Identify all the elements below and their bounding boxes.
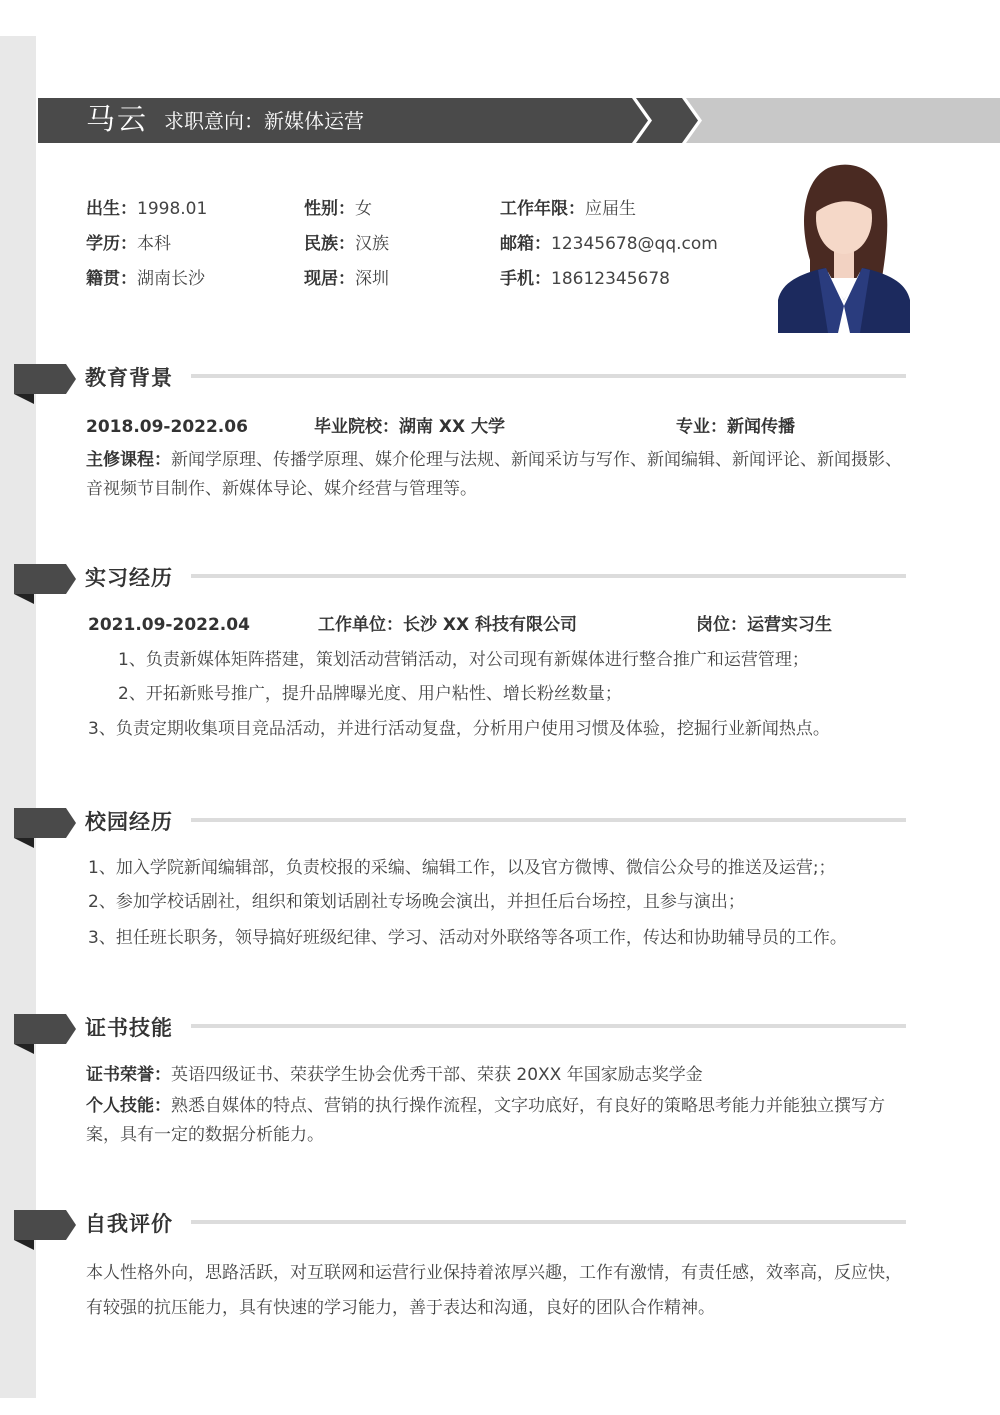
edu-major: 专业：新闻传播 — [676, 417, 795, 437]
section-rule — [191, 574, 906, 578]
edu-courses: 主修课程：新闻学原理、传播学原理、媒介伦理与法规、新闻采访与写作、新闻编辑、新闻评论、新闻摄影、音视频节目制作、新媒体导论、媒介经营与管理等。 — [86, 450, 902, 499]
edu-period: 2018.09-2022.06 — [86, 417, 248, 437]
section-header-education — [14, 358, 906, 404]
section-title: 教育背景 — [85, 366, 173, 390]
section-title: 校园经历 — [85, 810, 173, 834]
section-title: 实习经历 — [85, 566, 173, 590]
section-header-campus — [14, 802, 906, 848]
section-title: 自我评价 — [85, 1212, 173, 1236]
list-item: 3、负责定期收集项目竞品活动，并进行活动复盘，分析用户使用习惯及体验，挖掘行业新闻热点。 — [88, 719, 830, 739]
job-intent: 求职意向：新媒体运营 — [164, 109, 364, 133]
avatar — [778, 160, 910, 333]
list-item: 1、加入学院新闻编辑部，负责校报的采编、编辑工作，以及官方微博、微信公众号的推送及运营;； — [88, 858, 836, 878]
section-tab-icon — [14, 802, 76, 848]
list-item: 3、担任班长职务，领导搞好班级纪律、学习、活动对外联络等各项工作，传达和协助辅导员的工作。 — [88, 928, 847, 948]
info-education: 学历：本科 — [86, 234, 171, 254]
info-gender: 性别：女 — [304, 199, 372, 219]
left-decor-bar — [0, 36, 36, 1398]
info-ethnicity: 民族：汉族 — [304, 234, 389, 254]
section-tab-icon — [14, 558, 76, 604]
intern-position: 岗位：运营实习生 — [696, 615, 832, 635]
section-header-skills — [14, 1008, 906, 1054]
skills-certificates: 证书荣誉：英语四级证书、荣获学生协会优秀干部、荣获 20XX 年国家励志奖学金 — [86, 1065, 703, 1085]
section-title: 证书技能 — [85, 1016, 173, 1040]
info-phone: 手机：18612345678 — [500, 269, 670, 289]
info-birth: 出生：1998.01 — [86, 199, 208, 219]
info-years: 工作年限：应届生 — [500, 199, 636, 219]
list-item: 2、参加学校话剧社，组织和策划话剧社专场晚会演出，并担任后台场控，且参与演出； — [88, 892, 745, 912]
section-rule — [191, 818, 906, 822]
section-header-internship — [14, 558, 906, 604]
section-rule — [191, 1024, 906, 1028]
intern-period: 2021.09-2022.04 — [88, 615, 250, 635]
header-banner — [38, 98, 1000, 143]
list-item: 2、开拓新账号推广，提升品牌曝光度、用户粘性、增长粉丝数量； — [118, 684, 622, 704]
edu-school: 毕业院校：湖南 XX 大学 — [314, 417, 506, 437]
skills-personal: 个人技能：熟悉自媒体的特点、营销的执行操作流程，文字功底好，有良好的策略思考能力并能独立撰写方案，具有一定的数据分析能力。 — [86, 1096, 885, 1145]
section-rule — [191, 1220, 906, 1224]
self-eval-text: 本人性格外向，思路活跃，对互联网和运营行业保持着浓厚兴趣，工作有激情，有责任感，效率高，反应快，有较强的抗压能力，具有快速的学习能力，善于表达和沟通，良好的团队合作精神。 — [86, 1263, 902, 1318]
candidate-name: 马云 — [86, 102, 149, 136]
section-tab-icon — [14, 1204, 76, 1250]
info-email: 邮箱：12345678@qq.com — [500, 234, 718, 254]
section-rule — [191, 374, 906, 378]
section-header-self-eval — [14, 1204, 906, 1250]
list-item: 1、负责新媒体矩阵搭建，策划活动营销活动，对公司现有新媒体进行整合推广和运营管理； — [118, 650, 809, 670]
section-tab-icon — [14, 358, 76, 404]
intern-company: 工作单位：长沙 XX 科技有限公司 — [318, 615, 578, 635]
section-tab-icon — [14, 1008, 76, 1054]
info-origin: 籍贯：湖南长沙 — [86, 269, 205, 289]
info-residence: 现居：深圳 — [304, 269, 389, 289]
